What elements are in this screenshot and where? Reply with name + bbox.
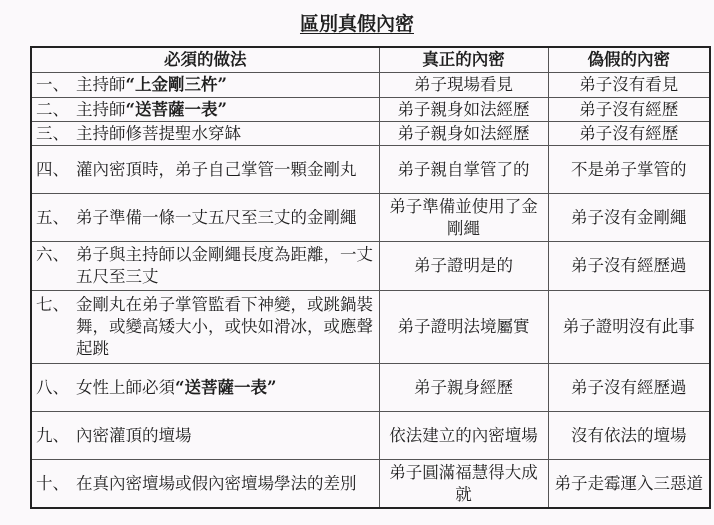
fake-cell: 弟子沒有看見 xyxy=(548,73,710,98)
table-row xyxy=(31,73,710,98)
practice-text: 弟子與主持師以金剛繩長度為距離，一丈五尺至三丈 xyxy=(76,245,373,286)
quoted-term: “上金剛三杵” xyxy=(125,75,227,94)
genuine-cell: 弟子準備並使用了金剛繩 xyxy=(379,194,548,242)
practice-text: 主持師修菩提聖水穿缽 xyxy=(76,123,241,143)
table-row xyxy=(31,364,710,412)
document-title xyxy=(0,9,714,36)
genuine-cell: 弟子現場看見 xyxy=(379,73,548,98)
practice-cell xyxy=(31,146,379,194)
genuine-cell: 弟子親身如法經歷 xyxy=(379,122,548,146)
practice-cell xyxy=(31,364,379,412)
genuine-cell: 弟子親身如法經歷 xyxy=(379,98,548,122)
table-row xyxy=(31,146,710,194)
item-number: 六、 xyxy=(36,245,69,264)
genuine-cell: 弟子親身經歷 xyxy=(379,364,548,412)
practice-text: 主持師 xyxy=(76,99,126,119)
item-number: 三、 xyxy=(36,123,69,143)
table-row xyxy=(31,242,710,291)
comparison-table xyxy=(30,46,711,509)
practice-cell xyxy=(31,73,379,98)
practice-text: 在真內密壇場或假內密壇場學法的差別 xyxy=(76,473,357,493)
document-title-text: 區別真假內密 xyxy=(299,13,414,35)
practice-cell xyxy=(31,98,379,122)
fake-cell: 不是弟子掌管的 xyxy=(548,146,710,194)
item-number: 四、 xyxy=(36,159,69,179)
practice-text: 女性上師必須 xyxy=(76,377,175,397)
fake-cell: 弟子沒有經歷過 xyxy=(548,364,710,412)
fake-cell: 弟子沒有金剛繩 xyxy=(548,194,710,242)
genuine-cell: 弟子圓滿福慧得大成就 xyxy=(379,460,548,509)
table-header-row xyxy=(31,47,710,73)
practice-cell xyxy=(31,291,379,364)
practice-text: 弟子準備一條一丈五尺至三丈的金剛繩 xyxy=(76,207,357,227)
header-fake: 偽假的內密 xyxy=(548,47,710,73)
practice-text: 灌內密頂時，弟子自己掌管一顆金剛丸 xyxy=(76,159,357,179)
genuine-cell: 弟子證明是的 xyxy=(379,242,548,291)
item-number: 七、 xyxy=(36,295,69,314)
practice-cell xyxy=(31,242,379,291)
item-number: 二、 xyxy=(36,99,69,119)
fake-cell: 沒有依法的壇場 xyxy=(548,412,710,460)
table-row xyxy=(31,194,710,242)
item-number: 一、 xyxy=(36,75,69,94)
fake-cell: 弟子沒有經歷 xyxy=(548,122,710,146)
fake-cell: 弟子沒有經歷過 xyxy=(548,242,710,291)
header-required-practice: 必須的做法 xyxy=(31,47,379,73)
fake-cell: 弟子證明沒有此事 xyxy=(548,291,710,364)
item-number: 五、 xyxy=(36,207,69,227)
table-row xyxy=(31,291,710,364)
table-row xyxy=(31,460,710,509)
practice-text: 金剛丸在弟子掌管監看下神變，或跳鍋裝舞，或變高矮大小，或快如滑冰，或應聲起跳 xyxy=(76,295,373,358)
table-row xyxy=(31,122,710,146)
fake-cell: 弟子沒有經歷 xyxy=(548,98,710,122)
fake-cell: 弟子走霉運入三惡道 xyxy=(548,460,710,509)
item-number: 八、 xyxy=(36,377,69,397)
genuine-cell: 弟子親自掌管了的 xyxy=(379,146,548,194)
practice-cell xyxy=(31,460,379,509)
quoted-term: “送菩薩一表” xyxy=(125,99,227,119)
practice-cell xyxy=(31,122,379,146)
practice-cell xyxy=(31,412,379,460)
header-genuine: 真正的內密 xyxy=(379,47,548,73)
practice-cell xyxy=(31,194,379,242)
practice-text: 主持師 xyxy=(76,75,126,94)
genuine-cell: 弟子證明法境屬實 xyxy=(379,291,548,364)
table-row xyxy=(31,98,710,122)
practice-text: 內密灌頂的壇場 xyxy=(76,425,192,445)
item-number: 九、 xyxy=(36,425,69,445)
item-number: 十、 xyxy=(36,473,69,493)
table-row xyxy=(31,412,710,460)
quoted-term: “送菩薩一表” xyxy=(175,377,277,397)
genuine-cell: 依法建立的內密壇場 xyxy=(379,412,548,460)
